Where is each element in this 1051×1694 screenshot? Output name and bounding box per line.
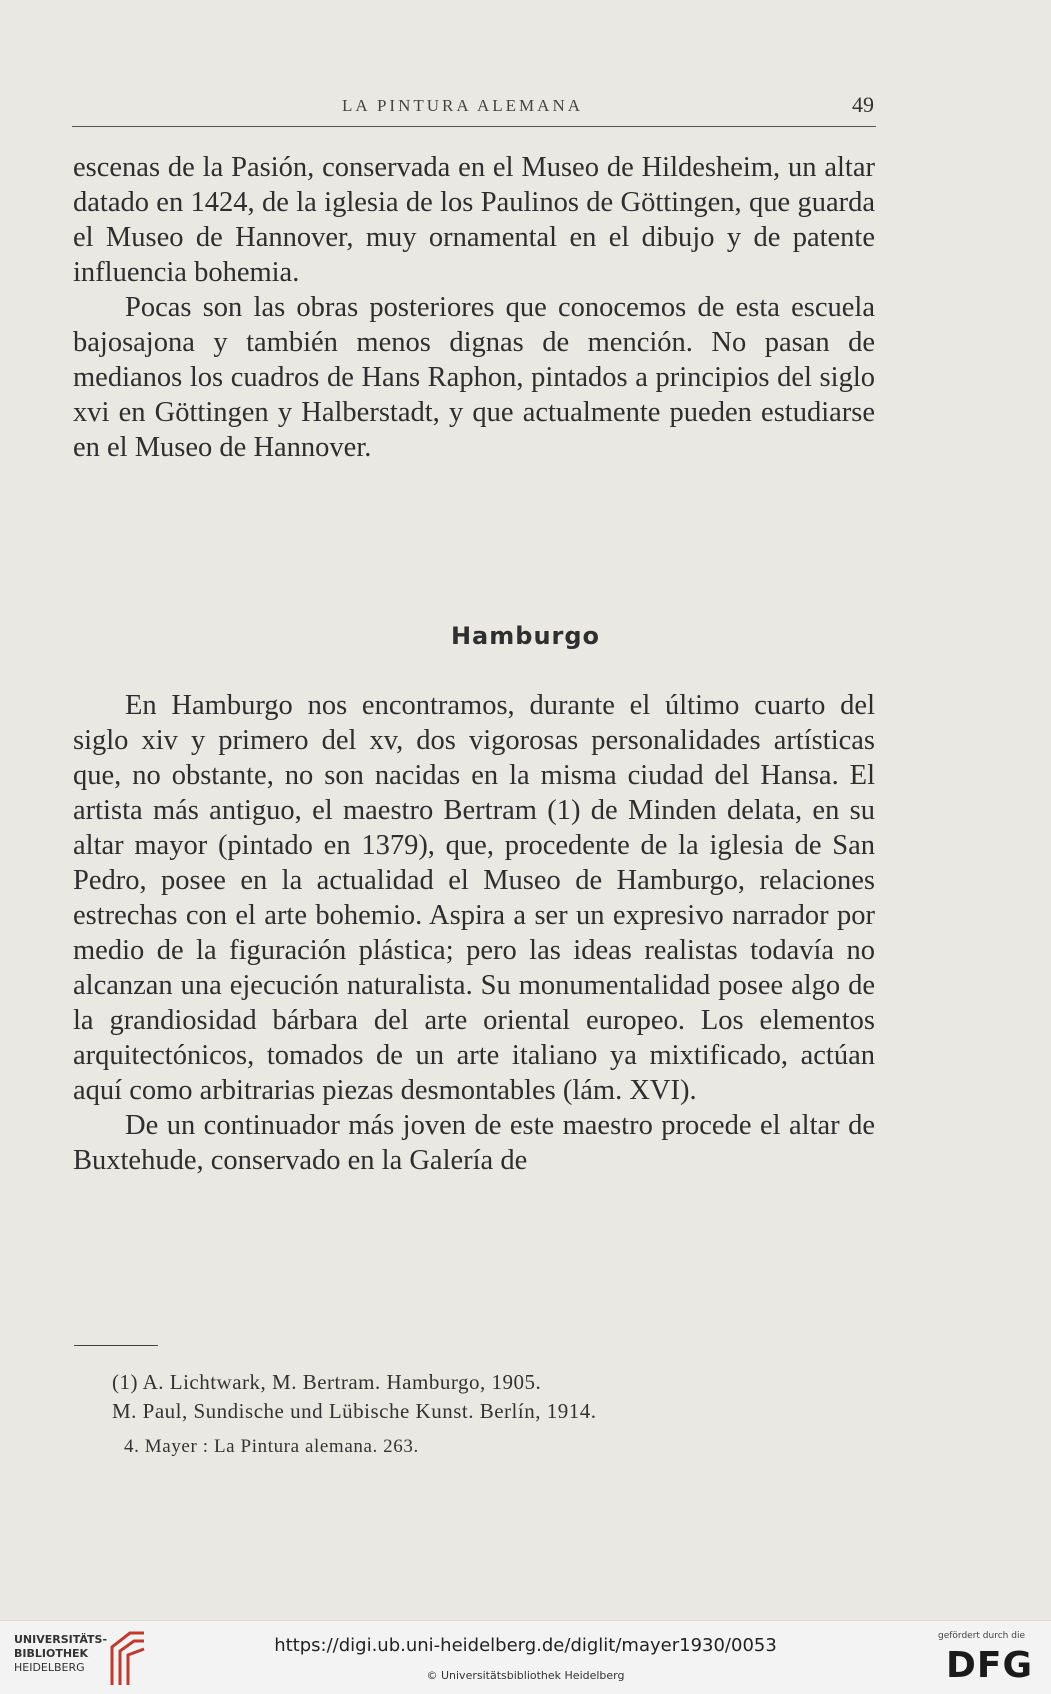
digitization-footer — [0, 1620, 1051, 1694]
copyright-notice: © Universitätsbibliothek Heidelberg — [426, 1669, 625, 1682]
printer-signature: 4. Mayer : La Pintura alemana. 263. — [124, 1436, 419, 1457]
opening-text — [73, 150, 875, 465]
hamburg-text — [73, 688, 875, 1178]
permalink-url[interactable]: https://digi.ub.uni-heidelberg.de/diglit/mayer1930/0053 — [274, 1635, 777, 1656]
footnote-divider — [74, 1345, 158, 1346]
section-heading: Hamburgo — [450, 622, 601, 650]
library-name-line1: UNIVERSITÄTS- — [14, 1633, 108, 1646]
running-header — [72, 92, 876, 127]
paragraph-buxtehude: De un continuador más joven de este maestro procede el altar de Buxtehude, conservado en la Galería de — [73, 1110, 875, 1176]
paragraph-continuation: escenas de la Pasión, conservada en el Museo de Hildesheim, un altar datado en 1424, de la iglesia de los Paulinos de Göttingen, que guarda el Museo de Hannover, muy ornamental en el dibujo y de patente influencia bohemia. — [73, 152, 875, 288]
paragraph-bertram: En Hamburgo nos encontramos, durante el último cuarto del siglo xiv y primero del xv, dos vigorosas personalidades artísticas que, no obstante, no son nacidas en la misma ciudad del Hansa. El artista más antiguo, el maestro Bertram (1) de Minden delata, en su altar mayor (pintado en 1379), que, procedente de la iglesia de San Pedro, posee en la actualidad el Museo de Hamburgo, relaciones estrechas con el arte bohemio. Aspira a ser un expresivo narrador por medio de la figuración plástica; pero las ideas realistas todavía no alcanzan una ejecución naturalista. Su monumentalidad posee algo de la grandiosidad bárbara del arte oriental europeo. Los elementos arquitectónicos, tomados de un arte italiano ya mixtificado, actúan aquí como arbitrarias piezas desmontables (lám. XVI). — [73, 690, 875, 1106]
footnotes — [112, 1368, 872, 1426]
footnote-1: (1) A. Lichtwark, M. Bertram. Hamburgo, 1905. — [112, 1370, 542, 1394]
page-number: 49 — [852, 92, 874, 117]
paragraph-raphon: Pocas son las obras posteriores que conocemos de esta escuela bajosajona y también menos dignas de mención. No pasan de medianos los cuadros de Hans Raphon, pintados a principios del siglo xvi en Göttingen y Halberstadt, y que actualmente pueden estudiarse en el Museo de Hannover. — [73, 292, 875, 463]
library-name-line3: HEIDELBERG — [14, 1661, 85, 1674]
dfg-logo: DFG — [945, 1645, 1033, 1686]
running-title: LA PINTURA ALEMANA — [342, 96, 584, 115]
footnote-2: M. Paul, Sundische und Lübische Kunst. Berlín, 1914. — [112, 1399, 597, 1423]
funding-note: gefördert durch die — [938, 1631, 1025, 1641]
library-name-line2: BIBLIOTHEK — [14, 1647, 89, 1660]
